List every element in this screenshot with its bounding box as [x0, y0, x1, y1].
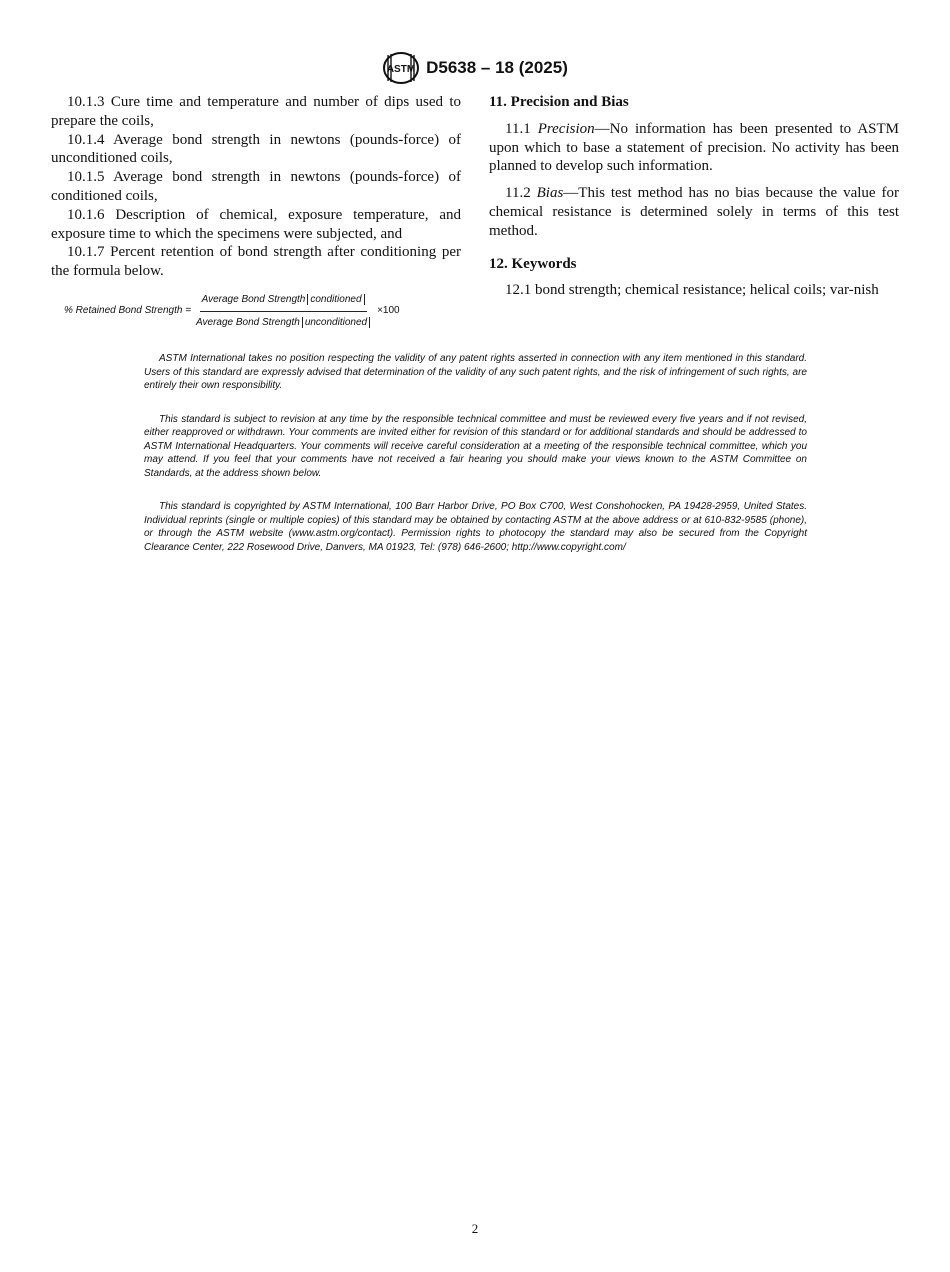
formula-denominator-bracket: unconditioned [302, 317, 370, 328]
paragraph-10-1-6: 10.1.6 Description of chemical, exposure temperature, and exposure time to which the specimens were subjected, and [51, 206, 461, 242]
term-bias: Bias [536, 185, 564, 202]
astm-logo-icon [382, 51, 420, 85]
copyright-notice: This standard is copyrighted by ASTM International, 100 Barr Harbor Drive, PO Box C700, West Conshohocken, PA 19428-2959, United States. Individual reprints (single or multiple copies) of this standard may be obtained by contacting ASTM at the above address or at 610-832-9585 (phone), or through the ASTM website (www.astm.org/contact). Permission rights to photocopy the standard may also be secured from the Copyright Clearance Center, 222 Rosewood Drive, Danvers, MA 01923, Tel: (978) 646-2600; http://www.copyright.com/ [144, 501, 807, 553]
paragraph-10-1-3: 10.1.3 Cure time and temperature and number of dips used to prepare the coils, [51, 94, 461, 129]
legal-notices [144, 352, 807, 574]
right-column [489, 93, 899, 300]
formula-numerator: Average Bond Strength conditioned [200, 291, 367, 312]
paragraph-12-1: 12.1 bond strength; chemical resistance; helical coils; var-nish [505, 282, 879, 299]
patent-notice: ASTM International takes no position respecting the validity of any patent rights asserted in connection with any item mentioned in this standard. Users of this standard are expressly advised that determination of the validity of any such patent rights, and the risk of infringement of such rights, are entirely their own responsibility. [144, 353, 807, 391]
left-column [51, 93, 461, 333]
formula-denominator: Average Bond Strength unconditioned [194, 312, 372, 333]
page-number: 2 [471, 1221, 479, 1236]
revision-notice: This standard is subject to revision at any time by the responsible technical committee and must be reviewed every five years and if not revised, either reapproved or withdrawn. Your comments are invited either for revision of this standard or for additional standards and should be addressed to ASTM International Headquarters. Your comments will receive careful consideration at a meeting of the responsible technical committee, which you may attend. If you feel that your comments have not received a fair hearing you should make your views known to the ASTM Committee on Standards, at the address shown below. [144, 413, 807, 479]
paragraph-10-1-5: 10.1.5 Average bond strength in newtons (pounds-force) of conditioned coils, [51, 169, 461, 204]
section-12-heading: 12. Keywords [489, 255, 577, 272]
svg-text:ASTM: ASTM [386, 64, 416, 75]
document-designation: D5638 – 18 (2025) [426, 58, 568, 77]
paragraph-11-2: 11.2 Bias—This test method has no bias because the value for chemical resistance is determined solely in terms of this test method. [489, 185, 899, 239]
paragraph-10-1-4: 10.1.4 Average bond strength in newtons (pounds-force) of unconditioned coils, [51, 131, 461, 167]
formula-fraction [194, 291, 372, 333]
paragraph-10-1-7: 10.1.7 Percent retention of bond strength after conditioning per the formula below. [51, 244, 461, 280]
term-precision: Precision [537, 120, 595, 137]
paragraph-11-1: 11.1 Precision—No information has been presented to ASTM upon which to base a statement of precision. No activity has been planned to develop such information. [489, 120, 900, 175]
retained-bond-strength-formula [64, 291, 461, 333]
page-header [0, 50, 950, 86]
formula-numerator-bracket: conditioned [307, 294, 364, 305]
formula-multiplier: ×100 [377, 305, 400, 317]
section-11-heading: 11. Precision and Bias [489, 94, 629, 110]
formula-lhs: % Retained Bond Strength = [64, 305, 192, 317]
